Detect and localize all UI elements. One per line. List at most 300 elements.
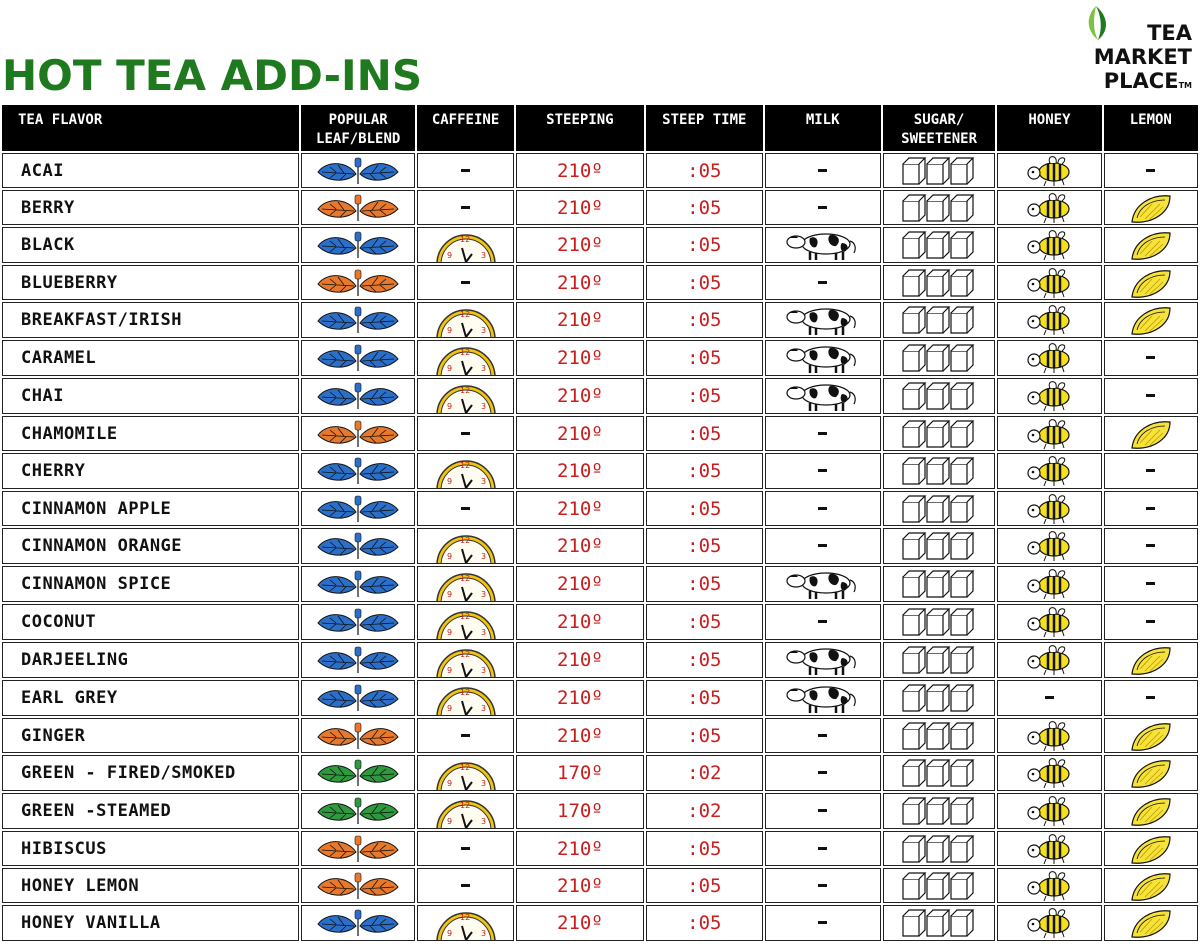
- clock-icon: [434, 567, 498, 601]
- logo-text-tea: TEA: [1147, 21, 1192, 45]
- leaf-blend-icon: [316, 835, 400, 863]
- cow-icon: [786, 229, 860, 261]
- steep-time-cell: :02: [646, 755, 762, 791]
- dash-icon: [818, 734, 827, 737]
- sugar-cubes-icon: [901, 683, 977, 713]
- steeping-temp-cell: 170º: [516, 755, 644, 791]
- leaf-blend-icon: [316, 457, 400, 485]
- leaf-blend-icon: [316, 495, 400, 523]
- sugar-cell: [883, 905, 995, 941]
- cow-icon: [786, 380, 860, 412]
- milk-cell: [765, 905, 881, 941]
- svg-text:12: 12: [459, 801, 470, 810]
- dash-icon: [461, 734, 470, 737]
- steeping-temp-cell: 210º: [516, 642, 644, 678]
- sugar-cell: [883, 680, 995, 716]
- sugar-cell: [883, 265, 995, 300]
- sugar-cell: [883, 227, 995, 263]
- dash-icon: [1146, 620, 1155, 623]
- dash-icon: [818, 469, 827, 472]
- tea-flavor-cell: CINNAMON SPICE: [2, 566, 299, 602]
- leaf-blend-cell: [301, 868, 415, 903]
- caffeine-cell: [417, 340, 513, 376]
- svg-text:12: 12: [459, 763, 470, 772]
- caffeine-cell: [417, 642, 513, 678]
- leaf-blend-cell: [301, 642, 415, 678]
- steep-time-cell: :05: [646, 340, 762, 376]
- milk-cell: [765, 302, 881, 338]
- sugar-cell: [883, 416, 995, 451]
- honey-cell: [997, 416, 1101, 451]
- svg-text:9: 9: [446, 477, 452, 486]
- svg-text:9: 9: [446, 929, 452, 938]
- honey-cell: [997, 642, 1101, 678]
- leaf-blend-icon: [316, 909, 400, 937]
- table-row: [2, 718, 1198, 753]
- sugar-cubes-icon: [901, 494, 977, 524]
- sugar-cell: [883, 793, 995, 829]
- lemon-cell: [1104, 905, 1198, 941]
- lemon-wedge-icon: [1128, 304, 1174, 336]
- lemon-cell: [1104, 718, 1198, 753]
- svg-text:12: 12: [459, 235, 470, 244]
- svg-text:9: 9: [446, 779, 452, 788]
- steeping-temp-cell: 210º: [516, 680, 644, 716]
- tea-flavor-cell: EARL GREY: [2, 680, 299, 716]
- lemon-cell: [1104, 868, 1198, 903]
- header-lemon: LEMON: [1104, 105, 1198, 151]
- steeping-temp-cell: 210º: [516, 566, 644, 602]
- bee-icon: [1024, 907, 1074, 939]
- milk-cell: [765, 868, 881, 903]
- steep-time-cell: :05: [646, 378, 762, 414]
- honey-cell: [997, 265, 1101, 300]
- leaf-blend-cell: [301, 453, 415, 489]
- caffeine-cell: [417, 831, 513, 866]
- sugar-cubes-icon: [901, 268, 977, 298]
- sugar-cubes-icon: [901, 758, 977, 788]
- svg-text:9: 9: [446, 326, 452, 335]
- lemon-cell: [1104, 680, 1198, 716]
- caffeine-cell: [417, 566, 513, 602]
- table-row: [2, 604, 1198, 640]
- svg-text:3: 3: [480, 326, 486, 335]
- caffeine-cell: [417, 755, 513, 791]
- milk-cell: [765, 793, 881, 829]
- dash-icon: [818, 507, 827, 510]
- caffeine-cell: [417, 528, 513, 564]
- table-row: [2, 642, 1198, 678]
- leaf-blend-cell: [301, 755, 415, 791]
- bee-icon: [1024, 833, 1074, 865]
- steeping-temp-cell: 210º: [516, 718, 644, 753]
- steeping-temp-cell: 210º: [516, 416, 644, 451]
- lemon-wedge-icon: [1128, 757, 1174, 789]
- dash-icon: [1146, 356, 1155, 359]
- table-row: [2, 491, 1198, 526]
- honey-cell: [997, 491, 1101, 526]
- table-row: [2, 680, 1198, 716]
- leaf-blend-cell: [301, 718, 415, 753]
- dash-icon: [1045, 696, 1054, 699]
- sugar-cubes-icon: [901, 230, 977, 260]
- table-row: [2, 793, 1198, 829]
- leaf-blend-icon: [316, 532, 400, 560]
- caffeine-cell: [417, 378, 513, 414]
- dash-icon: [461, 507, 470, 510]
- steeping-temp-cell: 210º: [516, 453, 644, 489]
- lemon-wedge-icon: [1128, 870, 1174, 902]
- milk-cell: [765, 831, 881, 866]
- lemon-cell: [1104, 302, 1198, 338]
- honey-cell: [997, 793, 1101, 829]
- tea-flavor-cell: BLACK: [2, 227, 299, 263]
- clock-icon: [434, 379, 498, 413]
- milk-cell: [765, 604, 881, 640]
- cow-icon: [786, 568, 860, 600]
- svg-text:12: 12: [459, 310, 470, 319]
- table-row: [2, 905, 1198, 941]
- sugar-cubes-icon: [901, 381, 977, 411]
- lemon-wedge-icon: [1128, 720, 1174, 752]
- tea-flavor-cell: ACAI: [2, 153, 299, 188]
- steeping-temp-cell: 210º: [516, 831, 644, 866]
- caffeine-cell: [417, 416, 513, 451]
- svg-text:3: 3: [480, 402, 486, 411]
- table-row: [2, 340, 1198, 376]
- table-row: [2, 453, 1198, 489]
- bee-icon: [1024, 530, 1074, 562]
- clock-icon: [434, 341, 498, 375]
- leaf-blend-cell: [301, 416, 415, 451]
- milk-cell: [765, 528, 881, 564]
- tea-flavor-cell: HONEY VANILLA: [2, 905, 299, 941]
- clock-icon: [434, 756, 498, 790]
- caffeine-cell: [417, 227, 513, 263]
- lemon-wedge-icon: [1128, 192, 1174, 224]
- honey-cell: [997, 302, 1101, 338]
- clock-icon: [434, 529, 498, 563]
- milk-cell: [765, 755, 881, 791]
- steep-time-cell: :05: [646, 153, 762, 188]
- sugar-cubes-icon: [901, 419, 977, 449]
- dash-icon: [1146, 469, 1155, 472]
- sugar-cubes-icon: [901, 343, 977, 373]
- honey-cell: [997, 528, 1101, 564]
- sugar-cubes-icon: [901, 193, 977, 223]
- svg-text:9: 9: [446, 402, 452, 411]
- sugar-cell: [883, 604, 995, 640]
- table-row: [2, 566, 1198, 602]
- tea-add-ins-table: [0, 103, 1200, 943]
- svg-text:9: 9: [446, 704, 452, 713]
- header-caffeine: CAFFEINE: [417, 105, 513, 151]
- leaf-blend-icon: [316, 306, 400, 334]
- cow-icon: [786, 644, 860, 676]
- header-tea-flavor: TEA FLAVOR: [2, 105, 299, 151]
- caffeine-cell: [417, 453, 513, 489]
- steeping-temp-cell: 210º: [516, 227, 644, 263]
- clock-icon: [434, 681, 498, 715]
- milk-cell: [765, 227, 881, 263]
- sugar-cell: [883, 378, 995, 414]
- leaf-blend-icon: [316, 722, 400, 750]
- honey-cell: [997, 453, 1101, 489]
- bee-icon: [1024, 568, 1074, 600]
- steep-time-cell: :05: [646, 265, 762, 300]
- lemon-cell: [1104, 190, 1198, 225]
- tea-market-place-logo: [1068, 2, 1192, 96]
- svg-text:12: 12: [459, 688, 470, 697]
- dash-icon: [461, 206, 470, 209]
- leaf-blend-cell: [301, 227, 415, 263]
- sugar-cell: [883, 190, 995, 225]
- dash-icon: [461, 884, 470, 887]
- leaf-blend-icon: [316, 872, 400, 900]
- bee-icon: [1024, 795, 1074, 827]
- tea-flavor-cell: CINNAMON APPLE: [2, 491, 299, 526]
- leaf-blend-cell: [301, 528, 415, 564]
- leaf-blend-cell: [301, 153, 415, 188]
- leaf-blend-icon: [316, 344, 400, 372]
- steeping-temp-cell: 210º: [516, 528, 644, 564]
- lemon-cell: [1104, 793, 1198, 829]
- page-title: HOT TEA ADD-INS: [2, 51, 423, 100]
- svg-text:12: 12: [459, 348, 470, 357]
- dash-icon: [1146, 394, 1155, 397]
- lemon-cell: [1104, 755, 1198, 791]
- tea-flavor-cell: COCONUT: [2, 604, 299, 640]
- leaf-blend-icon: [316, 420, 400, 448]
- leaf-blend-icon: [316, 684, 400, 712]
- leaf-blend-cell: [301, 905, 415, 941]
- svg-text:12: 12: [459, 461, 470, 470]
- steep-time-cell: :05: [646, 491, 762, 526]
- milk-cell: [765, 453, 881, 489]
- tea-flavor-cell: GREEN - FIRED/SMOKED: [2, 755, 299, 791]
- svg-text:3: 3: [480, 704, 486, 713]
- honey-cell: [997, 905, 1101, 941]
- dash-icon: [1146, 507, 1155, 510]
- bee-icon: [1024, 192, 1074, 224]
- honey-cell: [997, 831, 1101, 866]
- steep-time-cell: :05: [646, 453, 762, 489]
- svg-text:9: 9: [446, 552, 452, 561]
- svg-text:3: 3: [480, 929, 486, 938]
- tea-flavor-cell: CINNAMON ORANGE: [2, 528, 299, 564]
- svg-text:12: 12: [459, 536, 470, 545]
- honey-cell: [997, 378, 1101, 414]
- svg-text:12: 12: [459, 913, 470, 922]
- sugar-cubes-icon: [901, 569, 977, 599]
- caffeine-cell: [417, 680, 513, 716]
- sugar-cubes-icon: [901, 721, 977, 751]
- svg-text:3: 3: [480, 552, 486, 561]
- caffeine-cell: [417, 905, 513, 941]
- sugar-cell: [883, 153, 995, 188]
- svg-text:12: 12: [459, 574, 470, 583]
- header-honey: HONEY: [997, 105, 1101, 151]
- bee-icon: [1024, 870, 1074, 902]
- tea-flavor-cell: HIBISCUS: [2, 831, 299, 866]
- leaf-blend-icon: [316, 759, 400, 787]
- steep-time-cell: :05: [646, 528, 762, 564]
- leaf-blend-icon: [316, 646, 400, 674]
- sugar-cell: [883, 566, 995, 602]
- sugar-cell: [883, 528, 995, 564]
- sugar-cell: [883, 642, 995, 678]
- svg-text:3: 3: [480, 666, 486, 675]
- leaf-blend-cell: [301, 190, 415, 225]
- clock-icon: [434, 228, 498, 262]
- caffeine-cell: [417, 868, 513, 903]
- caffeine-cell: [417, 302, 513, 338]
- steeping-temp-cell: 210º: [516, 604, 644, 640]
- leaf-blend-icon: [316, 231, 400, 259]
- cow-icon: [786, 342, 860, 374]
- sugar-cubes-icon: [901, 834, 977, 864]
- steep-time-cell: :05: [646, 604, 762, 640]
- svg-text:9: 9: [446, 817, 452, 826]
- tea-flavor-cell: CARAMEL: [2, 340, 299, 376]
- sugar-cubes-icon: [901, 645, 977, 675]
- dash-icon: [818, 809, 827, 812]
- sugar-cell: [883, 340, 995, 376]
- steeping-temp-cell: 210º: [516, 491, 644, 526]
- header-popular-leaf-blend: POPULAR LEAF/BLEND: [301, 105, 415, 151]
- lemon-cell: [1104, 153, 1198, 188]
- table-row: [2, 416, 1198, 451]
- bee-icon: [1024, 455, 1074, 487]
- tea-flavor-cell: GINGER: [2, 718, 299, 753]
- lemon-wedge-icon: [1128, 267, 1174, 299]
- sugar-cell: [883, 831, 995, 866]
- sugar-cubes-icon: [901, 908, 977, 938]
- leaf-blend-icon: [316, 157, 400, 185]
- sugar-cubes-icon: [901, 156, 977, 186]
- table-row: [2, 227, 1198, 263]
- leaf-blend-cell: [301, 831, 415, 866]
- dash-icon: [818, 432, 827, 435]
- sugar-cell: [883, 718, 995, 753]
- lemon-cell: [1104, 831, 1198, 866]
- table-row: [2, 528, 1198, 564]
- table-row: [2, 153, 1198, 188]
- svg-text:3: 3: [480, 779, 486, 788]
- leaf-blend-icon: [316, 608, 400, 636]
- sugar-cubes-icon: [901, 607, 977, 637]
- svg-text:9: 9: [446, 666, 452, 675]
- svg-text:12: 12: [459, 386, 470, 395]
- milk-cell: [765, 491, 881, 526]
- leaf-blend-cell: [301, 340, 415, 376]
- sugar-cubes-icon: [901, 456, 977, 486]
- steeping-temp-cell: 210º: [516, 153, 644, 188]
- lemon-cell: [1104, 340, 1198, 376]
- honey-cell: [997, 718, 1101, 753]
- lemon-cell: [1104, 265, 1198, 300]
- header-steeping: STEEPING: [516, 105, 644, 151]
- sugar-cubes-icon: [901, 305, 977, 335]
- svg-text:3: 3: [480, 628, 486, 637]
- sugar-cubes-icon: [901, 796, 977, 826]
- milk-cell: [765, 642, 881, 678]
- clock-icon: [434, 303, 498, 337]
- leaf-blend-icon: [316, 570, 400, 598]
- tea-flavor-cell: BLUEBERRY: [2, 265, 299, 300]
- lemon-wedge-icon: [1128, 418, 1174, 450]
- honey-cell: [997, 868, 1101, 903]
- svg-text:9: 9: [446, 590, 452, 599]
- steep-time-cell: :05: [646, 227, 762, 263]
- steep-time-cell: :05: [646, 831, 762, 866]
- leaf-blend-icon: [316, 194, 400, 222]
- steep-time-cell: :05: [646, 718, 762, 753]
- tea-flavor-cell: GREEN -STEAMED: [2, 793, 299, 829]
- leaf-blend-cell: [301, 604, 415, 640]
- dash-icon: [818, 771, 827, 774]
- clock-icon: [434, 605, 498, 639]
- lemon-cell: [1104, 642, 1198, 678]
- clock-icon: [434, 794, 498, 828]
- tea-flavor-cell: HONEY LEMON: [2, 868, 299, 903]
- tea-flavor-cell: DARJEELING: [2, 642, 299, 678]
- lemon-cell: [1104, 416, 1198, 451]
- bee-icon: [1024, 380, 1074, 412]
- tea-flavor-cell: BERRY: [2, 190, 299, 225]
- honey-cell: [997, 566, 1101, 602]
- honey-cell: [997, 604, 1101, 640]
- caffeine-cell: [417, 604, 513, 640]
- sugar-cell: [883, 302, 995, 338]
- dash-icon: [1146, 169, 1155, 172]
- cow-icon: [786, 682, 860, 714]
- trademark-mark: TM: [1178, 81, 1192, 90]
- caffeine-cell: [417, 153, 513, 188]
- lemon-wedge-icon: [1128, 229, 1174, 261]
- leaf-blend-icon: [316, 382, 400, 410]
- leaf-blend-cell: [301, 378, 415, 414]
- dash-icon: [818, 544, 827, 547]
- steep-time-cell: :05: [646, 905, 762, 941]
- milk-cell: [765, 718, 881, 753]
- table-row: [2, 378, 1198, 414]
- bee-icon: [1024, 304, 1074, 336]
- sugar-cell: [883, 755, 995, 791]
- milk-cell: [765, 153, 881, 188]
- table-row: [2, 868, 1198, 903]
- leaf-blend-cell: [301, 491, 415, 526]
- table-header-row: [2, 105, 1198, 151]
- milk-cell: [765, 378, 881, 414]
- leaf-blend-icon: [316, 269, 400, 297]
- bee-icon: [1024, 342, 1074, 374]
- steeping-temp-cell: 210º: [516, 378, 644, 414]
- steep-time-cell: :05: [646, 868, 762, 903]
- bee-icon: [1024, 493, 1074, 525]
- logo-leaf-icon: [1082, 4, 1112, 44]
- tea-flavor-cell: CHAMOMILE: [2, 416, 299, 451]
- svg-text:3: 3: [480, 590, 486, 599]
- svg-text:9: 9: [446, 251, 452, 260]
- dash-icon: [818, 169, 827, 172]
- bee-icon: [1024, 606, 1074, 638]
- clock-icon: [434, 454, 498, 488]
- lemon-cell: [1104, 491, 1198, 526]
- dash-icon: [461, 281, 470, 284]
- steeping-temp-cell: 210º: [516, 190, 644, 225]
- table-row: [2, 755, 1198, 791]
